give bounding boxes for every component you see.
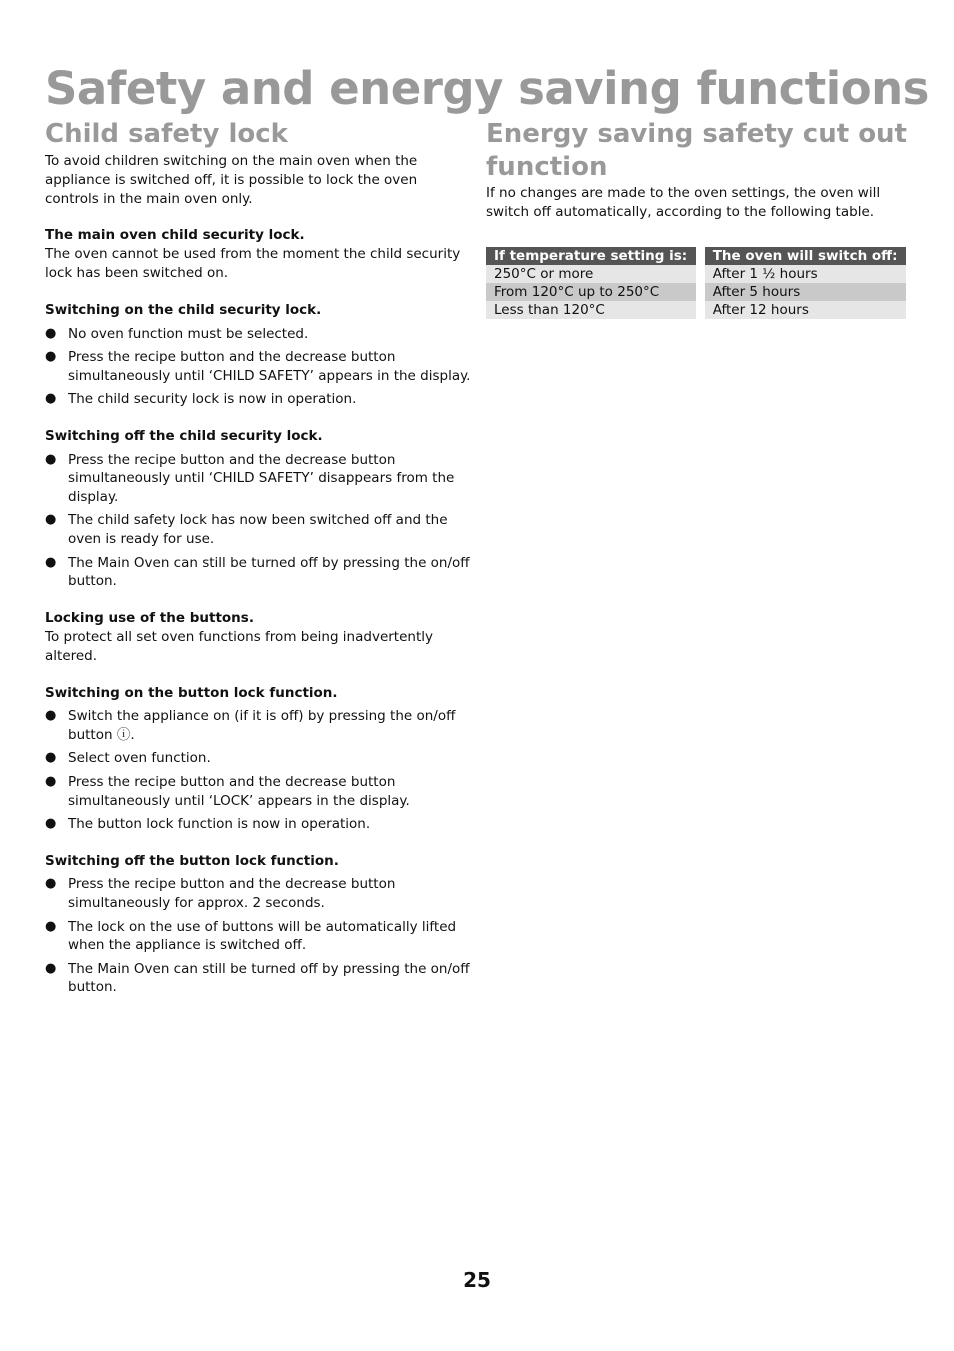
child-safety-lock-column	[45, 118, 473, 1002]
bullet-icon: ●	[45, 750, 57, 766]
list-item	[45, 348, 473, 386]
section-title: Switching on the child security lock.	[45, 301, 322, 318]
bullet-icon: ●	[45, 451, 57, 467]
list-item	[45, 554, 473, 592]
bullet-icon: ●	[45, 348, 57, 364]
section-text: The oven cannot be used from the moment the child security lock has been switched on.	[45, 246, 461, 281]
list-item	[45, 875, 473, 913]
list-item	[45, 749, 473, 768]
table-cell: After 1 ½ hours	[700, 265, 906, 283]
list-item	[45, 918, 473, 956]
bullet-icon: ●	[45, 773, 57, 789]
table-cell: After 5 hours	[700, 283, 906, 301]
list-item-text: Press the recipe button and the decrease button simultaneously until ‘CHILD SAFETY’ appears in the display.	[68, 348, 471, 384]
table-header-cell: If temperature setting is:	[486, 247, 700, 265]
list-item-text: No oven function must be selected.	[68, 325, 309, 342]
table-row	[486, 301, 906, 319]
list-item-text: The child security lock is now in operation.	[68, 390, 357, 407]
list-item-text: The button lock function is now in operation.	[68, 815, 371, 832]
list-item	[45, 511, 473, 549]
page-number: 25	[463, 1268, 491, 1292]
list-item-text: Press the recipe button and the decrease button simultaneously for approx. 2 seconds.	[68, 876, 396, 912]
bullet-icon: ●	[45, 512, 57, 528]
list-item	[45, 390, 473, 409]
section-title: Switching off the button lock function.	[45, 852, 339, 869]
table-row	[486, 283, 906, 301]
list-item	[45, 707, 473, 745]
bullet-icon: ●	[45, 554, 57, 570]
table-cell: Less than 120°C	[486, 301, 700, 319]
section-main-oven-lock	[45, 226, 473, 282]
list-item-text: Press the recipe button and the decrease button simultaneously until ‘LOCK’ appears in the display.	[68, 773, 410, 809]
table-cell: After 12 hours	[700, 301, 906, 319]
list-item-text: Switch the appliance on (if it is off) by pressing the on/off button ⓘ.	[68, 708, 456, 744]
list-item	[45, 325, 473, 344]
bullet-icon: ●	[45, 390, 57, 406]
section-title: Locking use of the buttons.	[45, 610, 254, 627]
list-item-text: The Main Oven can still be turned off by pressing the on/off button.	[68, 554, 470, 590]
child-safety-lock-heading: Child safety lock	[45, 119, 288, 149]
bullet-list	[45, 451, 473, 592]
section-title: Switching on the button lock function.	[45, 684, 338, 701]
bullet-icon: ●	[45, 960, 57, 976]
table-cell: 250°C or more	[486, 265, 700, 283]
bullet-icon: ●	[45, 918, 57, 934]
switch-off-table	[486, 247, 906, 319]
section-switch-off-button-lock	[45, 852, 473, 998]
bullet-icon: ●	[45, 815, 57, 831]
table-header-row	[486, 247, 906, 265]
energy-saving-heading: Energy saving safety cut out function	[486, 119, 907, 182]
bullet-icon: ●	[45, 708, 57, 724]
list-item-text: The Main Oven can still be turned off by pressing the on/off button.	[68, 960, 470, 996]
table-row	[486, 265, 906, 283]
bullet-list	[45, 707, 473, 833]
list-item	[45, 773, 473, 811]
section-title: Switching off the child security lock.	[45, 427, 323, 444]
table-cell: From 120°C up to 250°C	[486, 283, 700, 301]
section-text: To protect all set oven functions from being inadvertently altered.	[45, 628, 433, 664]
table-header-cell: The oven will switch off:	[700, 247, 906, 265]
bullet-list	[45, 875, 473, 997]
bullet-icon: ●	[45, 876, 57, 892]
list-item-text: Press the recipe button and the decrease button simultaneously until ‘CHILD SAFETY’ disappears from the display.	[68, 451, 455, 506]
page-title: Safety and energy saving functions	[45, 62, 929, 115]
section-title: The main oven child security lock.	[45, 227, 305, 244]
list-item	[45, 815, 473, 834]
child-safety-intro: To avoid children switching on the main oven when the appliance is switched off, it is possible to lock the oven controls in the main oven only.	[45, 153, 418, 207]
list-item-text: The child safety lock has now been switched off and the oven is ready for use.	[68, 512, 448, 548]
list-item	[45, 960, 473, 998]
list-item-text: Select oven function.	[68, 750, 211, 767]
section-switch-on-child-lock	[45, 301, 473, 409]
list-item	[45, 451, 473, 507]
list-item-text: The lock on the use of buttons will be automatically lifted when the appliance is switched off.	[68, 918, 457, 954]
bullet-list	[45, 325, 473, 409]
bullet-icon: ●	[45, 325, 57, 341]
section-switch-on-button-lock	[45, 684, 473, 834]
section-locking-buttons	[45, 609, 473, 665]
section-switch-off-child-lock	[45, 427, 473, 591]
energy-saving-intro: If no changes are made to the oven settings, the oven will switch off automatically, according to the following table.	[486, 185, 881, 220]
energy-saving-column	[486, 118, 910, 319]
